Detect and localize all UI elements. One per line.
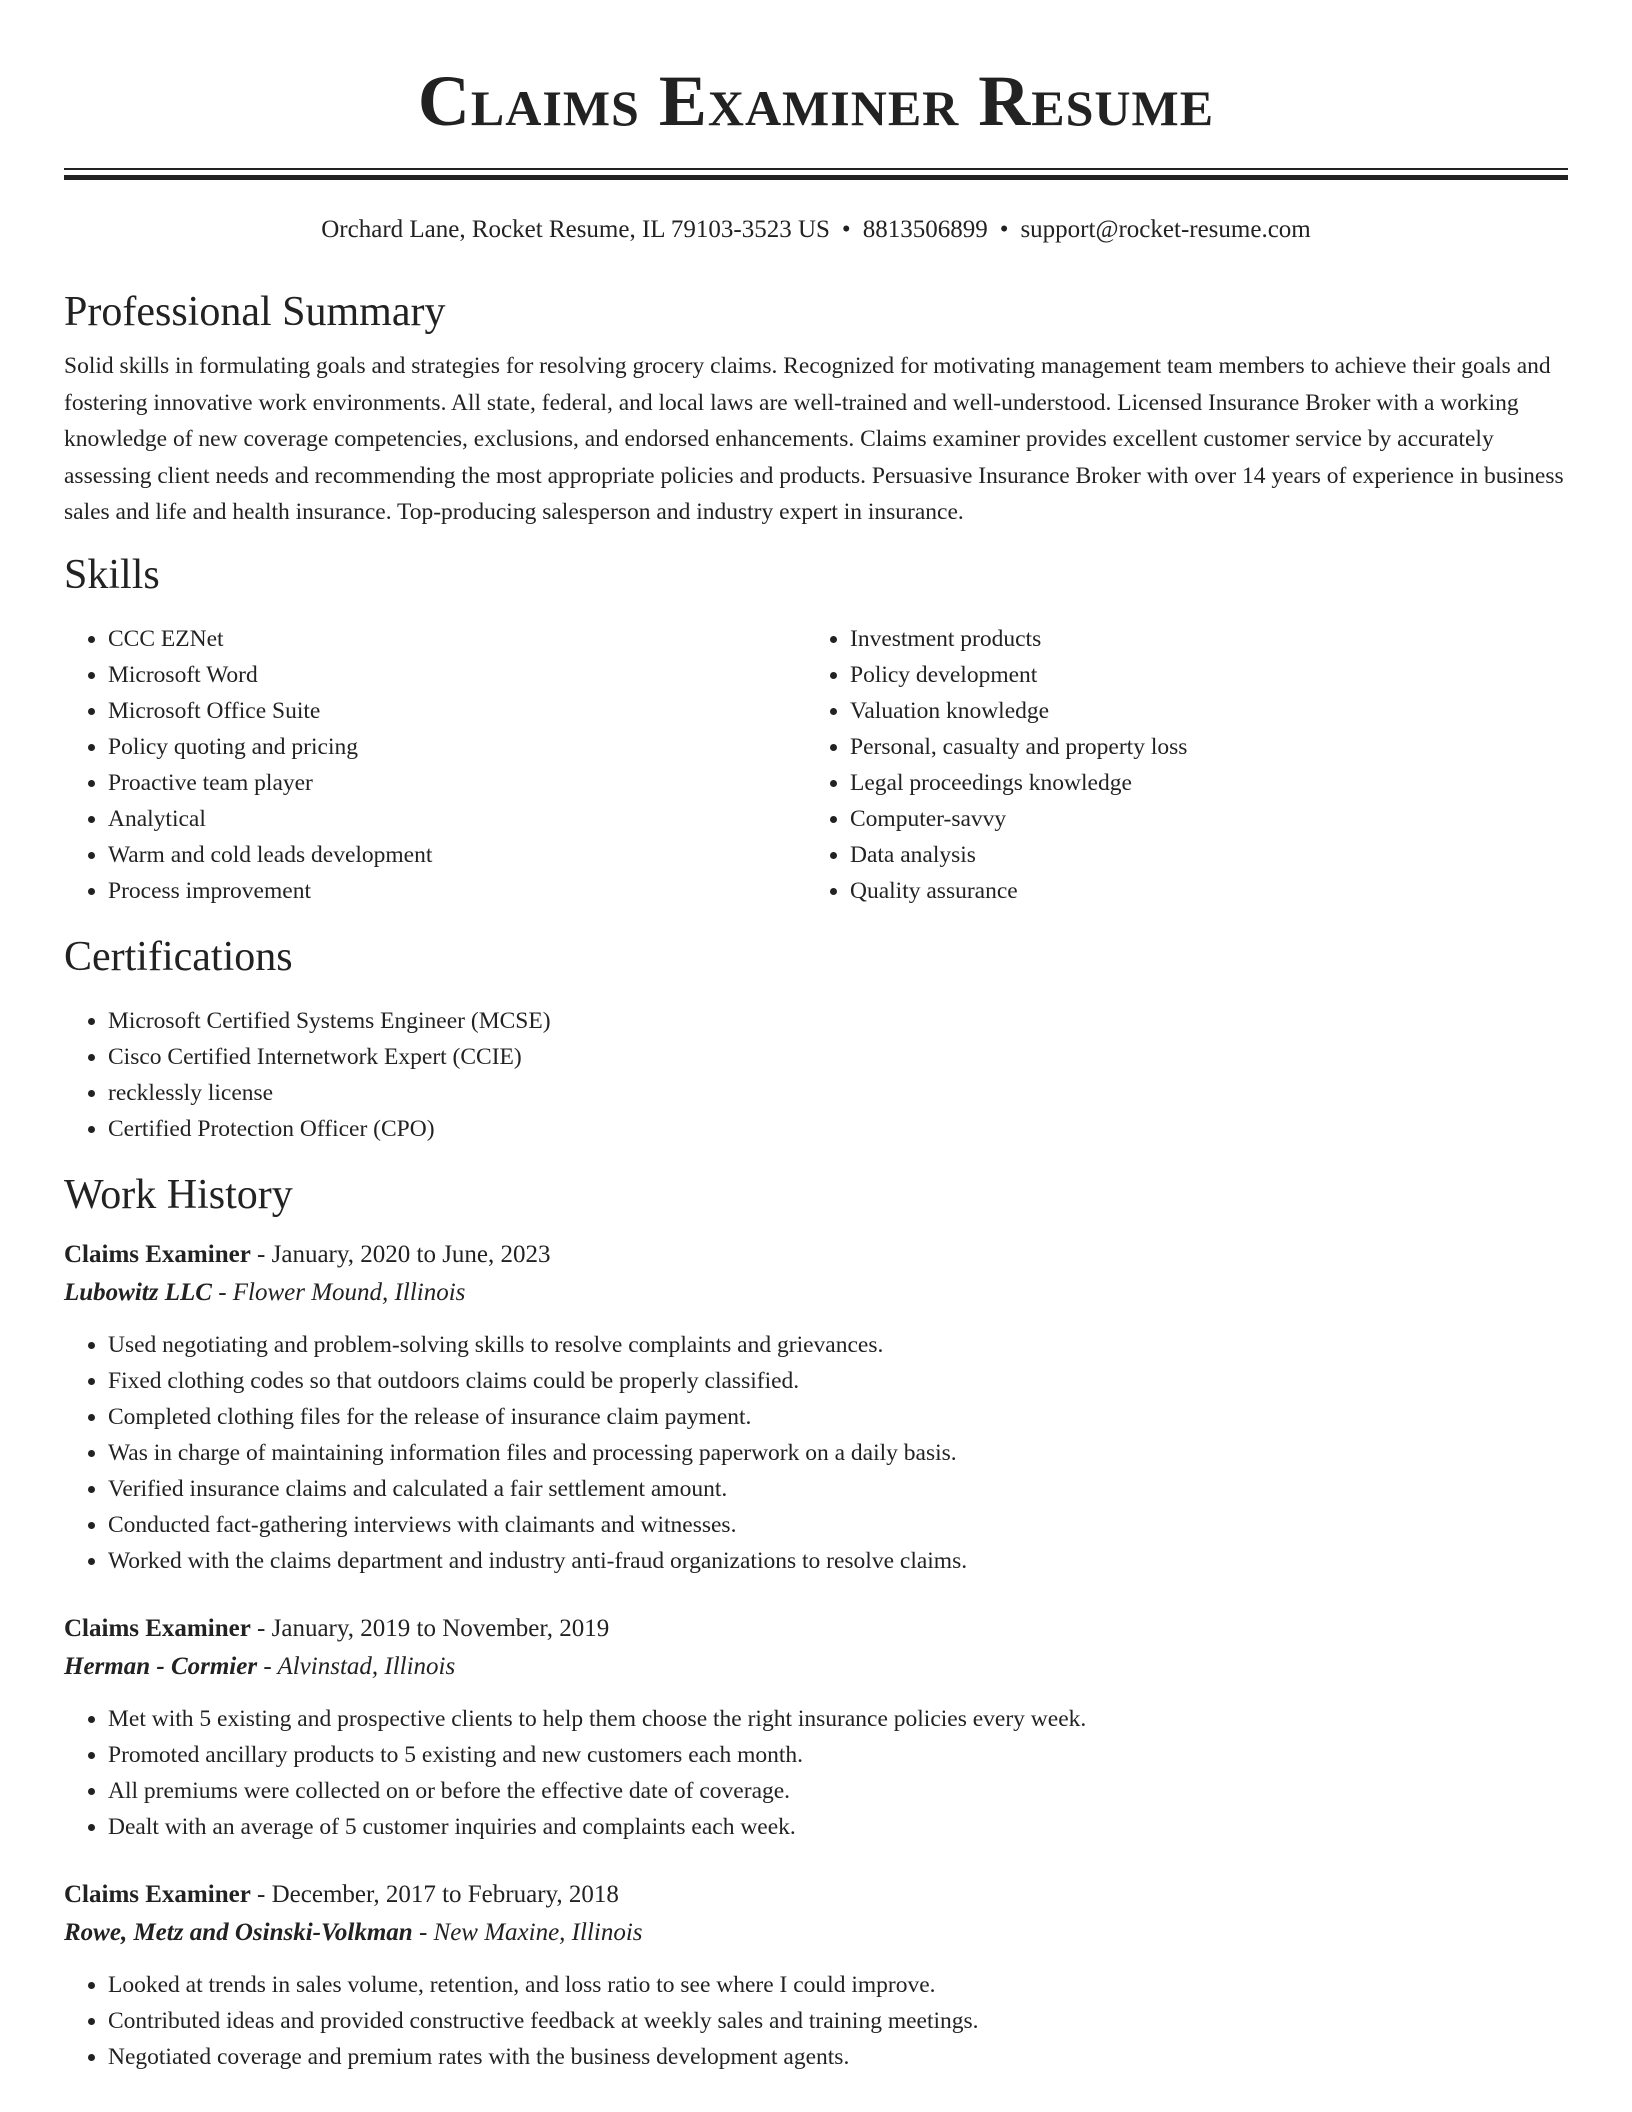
- skills-column-right: [806, 621, 1548, 909]
- job-location: New Maxine, Illinois: [433, 1918, 643, 1946]
- job-bullets: [64, 1967, 1568, 2075]
- contact-address: Orchard Lane, Rocket Resume, IL 79103-3523 US: [321, 216, 830, 243]
- section-heading-certifications: Certifications: [64, 933, 293, 980]
- job-bullet: • Met with 5 existing and prospective clients to help them choose the right insurance policies every week.: [108, 1701, 1568, 1737]
- job-bullets: [64, 1701, 1568, 1845]
- contact-separator: •: [999, 216, 1009, 243]
- contact-line: [0, 214, 1632, 246]
- job-dates: December, 2017 to February, 2018: [271, 1880, 619, 1908]
- job-title-line: [64, 1237, 1568, 1273]
- job-location: Flower Mound, Illinois: [232, 1278, 466, 1306]
- skill-item: • Investment products: [850, 621, 1548, 657]
- skill-item: • Quality assurance: [850, 873, 1548, 909]
- job-bullet: • Verified insurance claims and calculated a fair settlement amount.: [108, 1471, 1568, 1507]
- job-entry: [64, 1237, 1568, 1579]
- job-company: Lubowitz LLC: [64, 1278, 212, 1306]
- job-dash: -: [250, 1614, 272, 1642]
- skill-item: • Proactive team player: [108, 765, 806, 801]
- job-bullet: • Conducted fact-gathering interviews with claimants and witnesses.: [108, 1507, 1568, 1543]
- job-dash: -: [211, 1278, 233, 1306]
- job-company: Rowe, Metz and Osinski-Volkman: [64, 1918, 413, 1946]
- job-dates: January, 2019 to November, 2019: [271, 1614, 610, 1642]
- skill-item: • Personal, casualty and property loss: [850, 729, 1548, 765]
- job-bullet: • Promoted ancillary products to 5 existing and new customers each month.: [108, 1737, 1568, 1773]
- contact-separator: •: [841, 216, 851, 243]
- job-title-line: [64, 1611, 1568, 1647]
- section-heading-skills: Skills: [64, 551, 160, 598]
- job-dash: -: [250, 1240, 272, 1268]
- job-title: Claims Examiner: [64, 1614, 251, 1642]
- job-entry: [64, 1877, 1568, 2075]
- job-company-line: [64, 1273, 1568, 1313]
- skill-item: • Policy development: [850, 657, 1548, 693]
- title-divider-thin: [64, 168, 1568, 170]
- job-bullet: • Used negotiating and problem-solving skills to resolve complaints and grievances.: [108, 1327, 1568, 1363]
- summary-section: [64, 286, 1568, 531]
- job-bullet: • Contributed ideas and provided constructive feedback at weekly sales and training meetings.: [108, 2003, 1568, 2039]
- job-location: Alvinstad, Illinois: [277, 1652, 456, 1680]
- job-bullet: • Looked at trends in sales volume, retention, and loss ratio to see where I could improve.: [108, 1967, 1568, 2003]
- skill-item: • Computer-savvy: [850, 801, 1548, 837]
- job-bullet: • Dealt with an average of 5 customer inquiries and complaints each week.: [108, 1809, 1568, 1845]
- job-bullets: [64, 1327, 1568, 1579]
- page-title: Claims Examiner Resume: [417, 61, 1215, 141]
- skills-list-right: [806, 621, 1548, 909]
- section-heading-summary: Professional Summary: [64, 289, 446, 335]
- skills-list-left: [64, 621, 806, 909]
- job-bullet: • Completed clothing files for the release of insurance claim payment.: [108, 1399, 1568, 1435]
- job-title-line: [64, 1877, 1568, 1913]
- job-bullet: • Was in charge of maintaining information files and processing paperwork on a daily basis.: [108, 1435, 1568, 1471]
- skill-item: • Process improvement: [108, 873, 806, 909]
- job-company-line: [64, 1647, 1568, 1687]
- contact-email: support@rocket-resume.com: [1020, 216, 1311, 243]
- job-company-line: [64, 1913, 1568, 1953]
- skill-item: • Valuation knowledge: [850, 693, 1548, 729]
- job-bullet: • Worked with the claims department and industry anti-fraud organizations to resolve claims.: [108, 1543, 1568, 1579]
- certification-item: • Certified Protection Officer (CPO): [108, 1111, 1568, 1147]
- skill-item: • Policy quoting and pricing: [108, 729, 806, 765]
- certification-item: • Microsoft Certified Systems Engineer (MCSE): [108, 1003, 1568, 1039]
- skill-item: • CCC EZNet: [108, 621, 806, 657]
- skill-item: • Microsoft Office Suite: [108, 693, 806, 729]
- skills-column-left: [64, 621, 806, 909]
- skill-item: • Warm and cold leads development: [108, 837, 806, 873]
- work-history-section: [64, 1169, 1568, 2075]
- certifications-list: [64, 1003, 1568, 1147]
- job-dash: -: [250, 1880, 272, 1908]
- job-dash: -: [257, 1652, 278, 1680]
- skills-columns: [64, 621, 1568, 909]
- job-entry: [64, 1611, 1568, 1845]
- certification-item: • Cisco Certified Internetwork Expert (CCIE): [108, 1039, 1568, 1075]
- section-heading-work-history: Work History: [64, 1171, 293, 1218]
- summary-text: Solid skills in formulating goals and strategies for resolving grocery claims. Recognized for motivating management team members to achieve their goals and fostering innovative work environments. All state, federal, and local laws are well-trained and well-understood. Licensed Insurance Broker with a working knowledge of new coverage competencies, exclusions, and endorsed enhancements. Claims examiner provides excellent customer service by accurately assessing client needs and recommending the most appropriate policies and products. Persuasive Insurance Broker with over 14 years of experience in business sales and life and health insurance. Top-producing salesperson and industry expert in insurance.: [64, 353, 1564, 525]
- skill-item: • Legal proceedings knowledge: [850, 765, 1548, 801]
- skill-item: • Data analysis: [850, 837, 1548, 873]
- job-bullet: • Negotiated coverage and premium rates with the business development agents.: [108, 2039, 1568, 2075]
- skills-section: [64, 549, 1568, 909]
- skill-item: • Microsoft Word: [108, 657, 806, 693]
- job-bullet: • All premiums were collected on or before the effective date of coverage.: [108, 1773, 1568, 1809]
- job-bullet: • Fixed clothing codes so that outdoors claims could be properly classified.: [108, 1363, 1568, 1399]
- contact-phone: 8813506899: [862, 216, 988, 243]
- job-title: Claims Examiner: [64, 1880, 251, 1908]
- job-title: Claims Examiner: [64, 1240, 251, 1268]
- title-divider-thick: [64, 175, 1568, 180]
- job-company: Herman - Cormier: [64, 1652, 258, 1680]
- skill-item: • Analytical: [108, 801, 806, 837]
- certification-item: • recklessly license: [108, 1075, 1568, 1111]
- job-dates: January, 2020 to June, 2023: [271, 1240, 551, 1268]
- job-dash: -: [412, 1918, 434, 1946]
- certifications-section: [64, 931, 1568, 1147]
- resume-body: [64, 286, 1568, 2075]
